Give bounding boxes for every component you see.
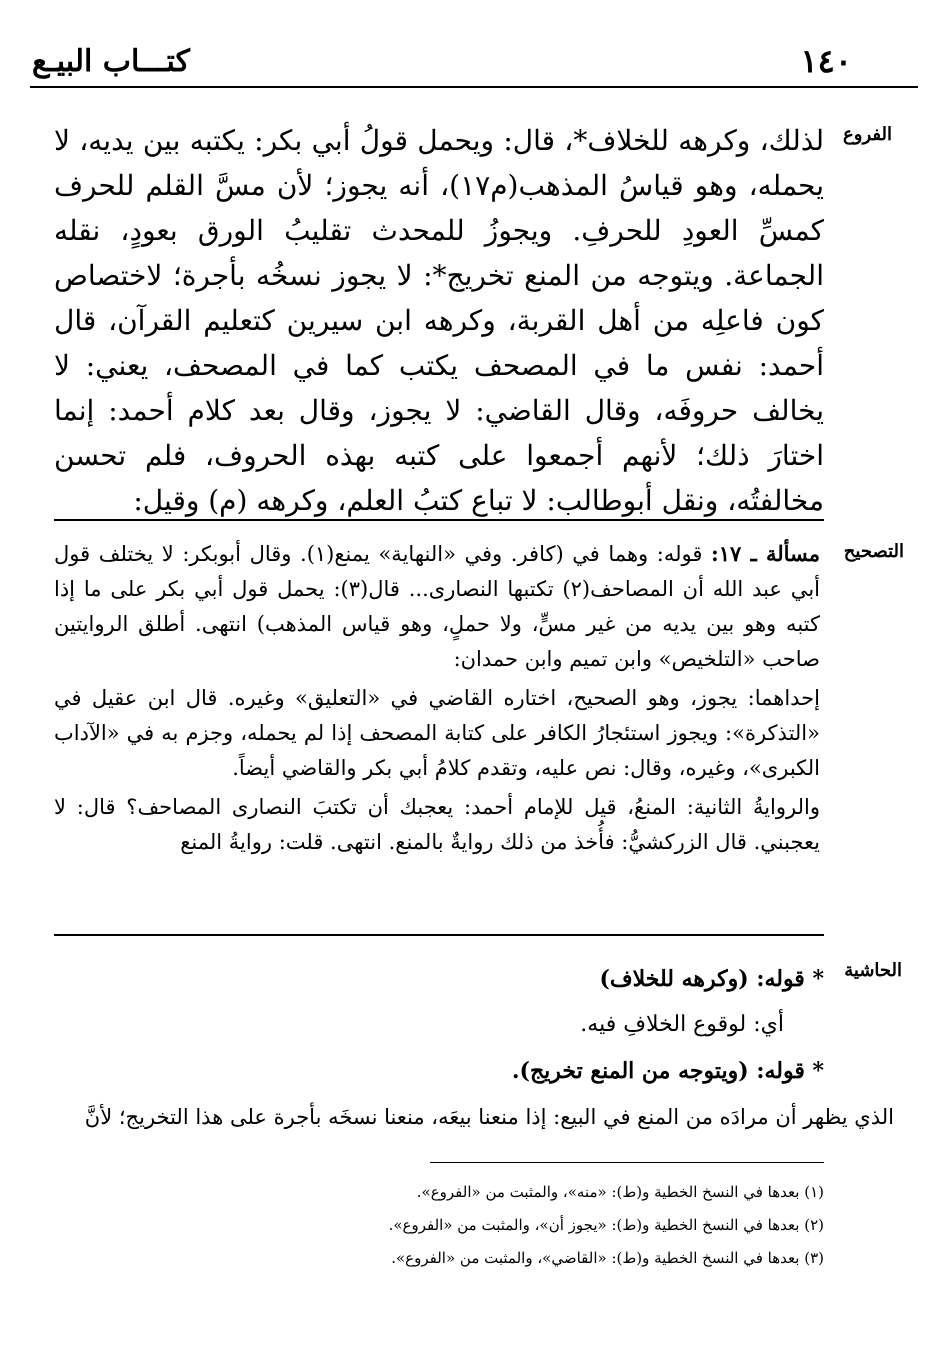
masala-keyword: مسألة ـ ١٧: [711,541,821,566]
page-header [30,40,918,88]
section-label-hashiya: الحاشية [844,960,902,981]
hashiya-text-2: الذي يظهر أن مرادَه من المنع في البيع: إذا منعنا بيعَه، منعنا نسخَه بأجرة على هذا التخريج؛ لأنَّ [84,1105,894,1129]
book-title: كتـــاب البيـع [32,44,190,79]
hashiya-heading-2: * قوله: (ويتوجه من المنع تخريج). [511,1058,824,1084]
header-divider [30,86,918,88]
page-number: ١٤٠ [800,42,852,80]
tashih-section [54,536,820,864]
tashih-paragraph-2: إحداهما: يجوز، وهو الصحيح، اختاره القاضي في «التعليق» وغيره. قال ابن عقيل في «التذكرة»: ويجوز استئجارُ الكافر على كتابة المصحف إذا لم يحمله، وجزم به في «الآداب الكبرى»، وغيره، وقال: نص عليه، وتقدم كلامُ أبي بكر والقاضي أيضاً. [54,686,820,780]
footnote-item: (٢) بعدها في النسخ الخطية و(ط): «يجوز أن»، والمثبت من «الفروع». [388,1216,824,1234]
hashiya-text-1: أي: لوقوع الخلافِ فيه. [580,1012,784,1037]
section-label-furu: الفروع [843,124,892,145]
tashih-paragraph-1 [54,536,820,677]
hashiya-heading-1: * قوله: (وكرهه للخلاف) [599,966,824,992]
masala-text: قوله: وهما في (كافر. وفي «النهاية» يمنع(١). وقال أبوبكر: لا يختلف قول أبي عبد الله أن المصاحف(٢) تكتبها النصارى... قال(٣): يحمل قول أبي بكر على ما إذا كتبه وهو بين يديه من غير مسٍّ، ولا حملٍ، وهو قياس المذهب) انتهى. أطلق الروايتين صاحب «التلخيص» وابن تميم وابن حمدان: [54,542,820,671]
furu-paragraph: لذلك، وكرهه للخلاف*، قال: ويحمل قولُ أبي بكر: يكتبه بين يديه، لا يحمله، وهو قياسُ المذهب(م١٧)، أنه يجوز؛ لأن مسَّ القلم للحرف كمسِّ العودِ للحرفِ. ويجوزُ للمحدث تقليبُ الورق بعودٍ، نقله الجماعة. ويتوجه من المنع تخريج*: لا يجوز نسخُه بأجرة؛ لاختصاص كون فاعلِه من أهل القربة، وكرهه ابن سيرين كتعليم القرآن، قال أحمد: نفس ما في المصحف يكتب كما في المصحف، يعني: لا يخالف حروفَه، وقال القاضي: لا يجوز، وقال بعد كلام أحمد: إنما اختارَ ذلك؛ لأنهم أجمعوا على كتبه بهذه الحروف، فلم تحسن مخالفتُه، ونقل أبوطالب: لا تباع كتبُ العلم، وكرهه (م) وقيل: [54,124,824,517]
tashih-paragraph-3: والروايةُ الثانية: المنعُ، قيل للإمام أحمد: يعجبك أن تكتبَ النصارى المصاحف؟ قال: لا يعجبني. قال الزركشيُّ: فأُخذ من ذلك روايةٌ بالمنع. انتهى. قلت: روايةُ المنع [54,795,820,854]
section-divider [54,519,824,521]
furu-section [54,118,824,523]
footnote-item: (١) بعدها في النسخ الخطية و(ط): «منه»، والمثبت من «الفروع». [416,1183,824,1201]
footnote-divider [430,1162,824,1163]
section-divider [54,934,824,936]
section-label-tashih: التصحيح [843,541,904,562]
footnote-item: (٣) بعدها في النسخ الخطية و(ط): «القاضي»، والمثبت من «الفروع». [391,1249,824,1267]
footnotes [300,1176,824,1275]
